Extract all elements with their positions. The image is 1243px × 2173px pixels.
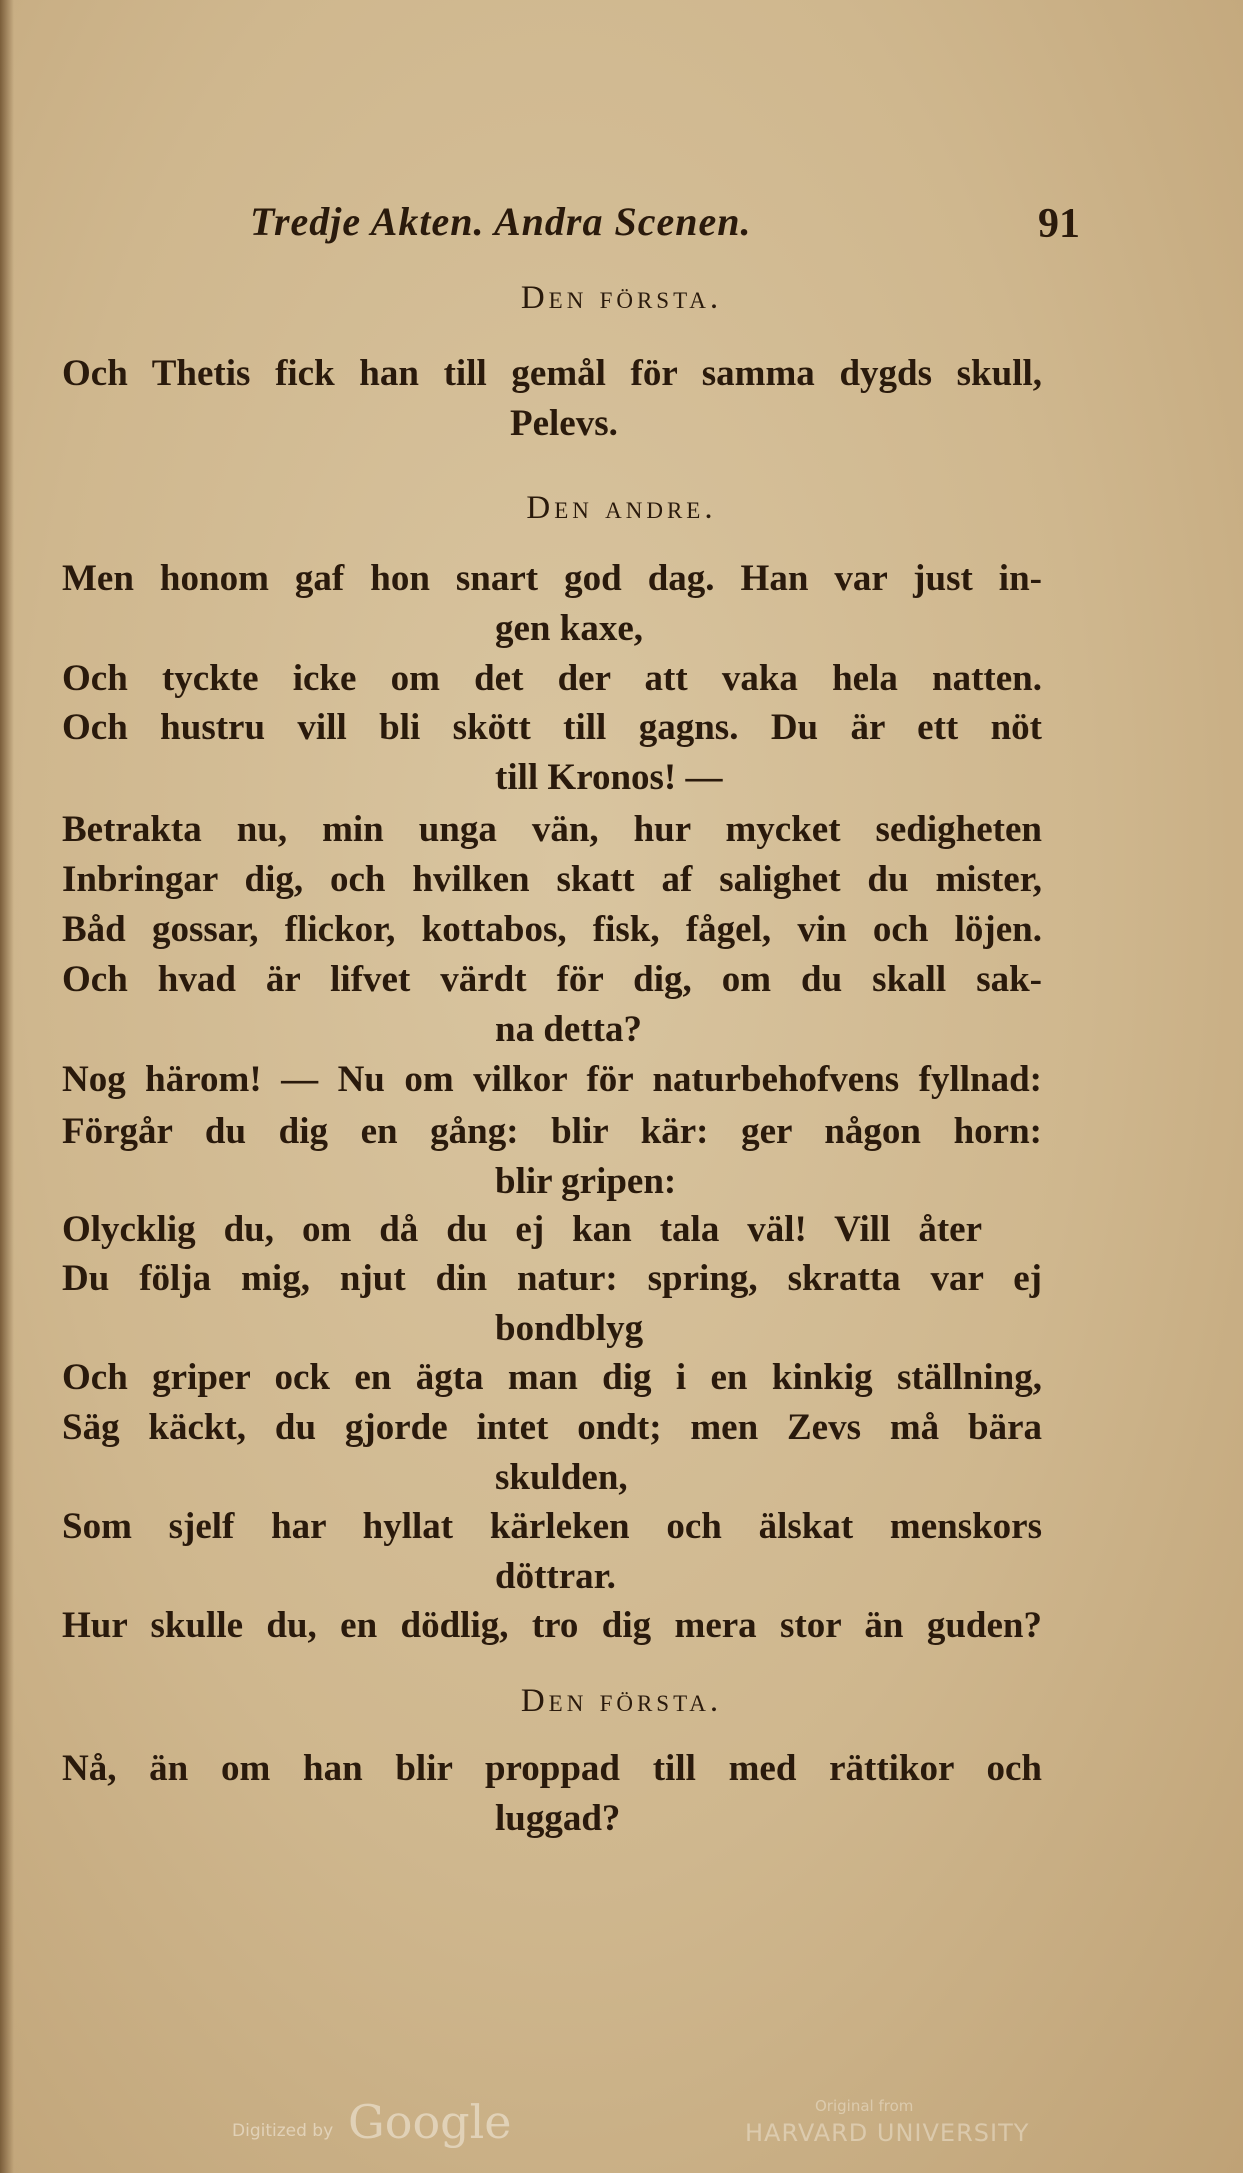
- verse-line: Nå, än om han blir proppad till med rättikor och: [62, 1748, 1042, 1789]
- verse-line: gen kaxe,: [495, 608, 643, 649]
- digitized-by-label: Digitized by: [232, 2121, 334, 2141]
- page-number: 91: [1038, 201, 1080, 247]
- verse-line: Och tyckte icke om det der att vaka hela natten.: [62, 658, 1042, 699]
- verse-line: döttrar.: [495, 1556, 616, 1597]
- verse-line: Inbringar dig, och hvilken skatt af salighet du mister,: [62, 859, 1042, 900]
- verse-line: Pelevs.: [510, 403, 618, 444]
- verse-line: Båd gossar, flickor, kottabos, fisk, fågel, vin och löjen.: [62, 909, 1042, 950]
- verse-line: Nog härom! — Nu om vilkor för naturbehofvens fyllnad:: [62, 1059, 1042, 1100]
- verse-line: Som sjelf har hyllat kärleken och älskat menskors: [62, 1506, 1042, 1547]
- verse-line: luggad?: [495, 1798, 621, 1839]
- library-name: HARVARD UNIVERSITY: [745, 2119, 1030, 2147]
- verse-line: Hur skulle du, en dödlig, tro dig mera stor än guden?: [62, 1605, 1042, 1646]
- speaker-heading: Den andre.: [526, 490, 717, 526]
- verse-line: Betrakta nu, min unga vän, hur mycket sedigheten: [62, 809, 1042, 850]
- speaker-heading: Den första.: [520, 1683, 723, 1719]
- verse-line: Och hustru vill bli skött till gagns. Du är ett nöt: [62, 707, 1042, 748]
- verse-line: Och hvad är lifvet värdt för dig, om du skall sak-: [62, 959, 1042, 1000]
- verse-line: skulden,: [495, 1457, 628, 1498]
- verse-line: Och griper ock en ägta man dig i en kinkig ställning,: [62, 1357, 1042, 1398]
- original-from-label: Original from: [815, 2097, 914, 2115]
- verse-line: till Kronos! —: [495, 757, 723, 798]
- speaker-heading: Den första.: [520, 280, 723, 316]
- verse-line: Olycklig du, om då du ej kan tala väl! Vill åter: [62, 1209, 982, 1250]
- verse-line: blir gripen:: [495, 1161, 677, 1202]
- google-logo: Google: [348, 2095, 512, 2149]
- running-header: [250, 190, 1080, 260]
- digitization-footer: [0, 2095, 1243, 2155]
- verse-line: Men honom gaf hon snart god dag. Han var just in-: [62, 558, 1042, 599]
- verse-line: Förgår du dig en gång: blir kär: ger någon horn:: [62, 1111, 1042, 1152]
- verse-line: na detta?: [495, 1009, 642, 1050]
- verse-line: bondblyg: [495, 1308, 644, 1349]
- verse-line: Du följa mig, njut din natur: spring, skratta var ej: [62, 1258, 1042, 1299]
- running-title: Tredje Akten. Andra Scenen.: [250, 199, 752, 244]
- verse-line: Och Thetis fick han till gemål för samma dygds skull,: [62, 353, 1042, 394]
- verse-line: Säg käckt, du gjorde intet ondt; men Zevs må bära: [62, 1407, 1042, 1448]
